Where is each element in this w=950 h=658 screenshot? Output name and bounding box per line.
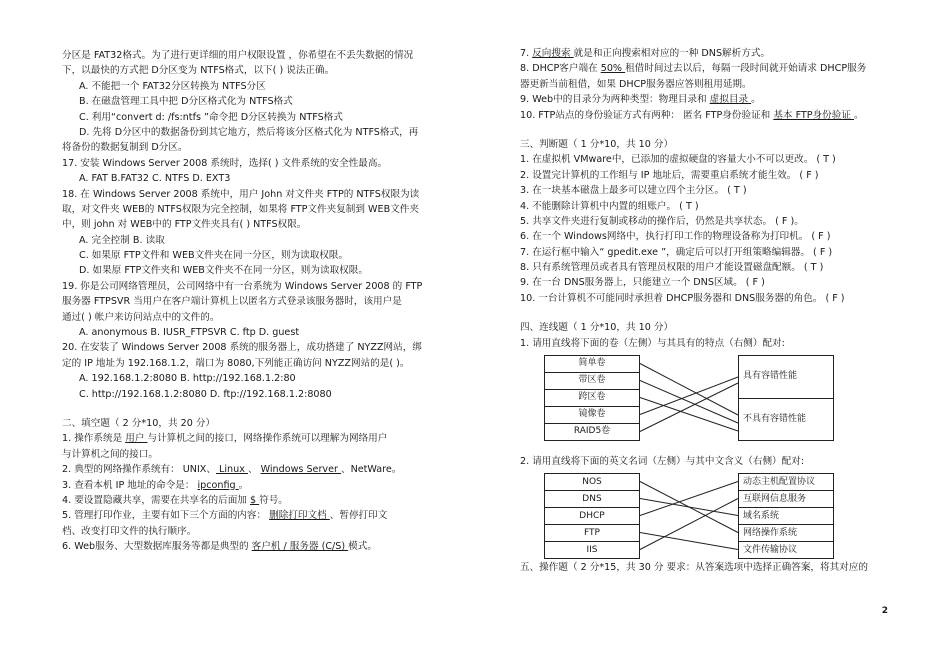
fill-text: 4. 要设置隐藏共享，需要在共享名的后面加 [62,494,250,506]
fill-text: 9. Web中的目录分为两种类型：物理目录和 [520,94,710,106]
matching-line [640,398,738,432]
question-line: D. 如果原 FTP文件夹和 WEB文件夹不在同一分区，则为读取权限。 [79,265,368,277]
judge-line: 3. 在一块基本磁盘上最多可以建立四个主分区。 ( T ) [520,185,747,197]
fill-line [62,539,442,554]
fill-line [62,462,442,477]
question-line: A. 不能把一个 FAT32分区转换为 NTFS分区 [79,80,266,92]
right-column [520,46,900,576]
fill-text: 10. FTP站点的身份验证方式有两种： 匿名 FTP身份验证和 [520,109,774,121]
question-line: C. 利用“convert d: /fs:ntfs ”命令把 D分区转换为 NTFS格式 [79,111,343,123]
fill-line [520,108,900,123]
question-line: A. anonymous B. IUSR_FTPSVR C. ftp D. guest [79,327,300,339]
fill-answer: $ [249,494,260,506]
fill-text: 。 [238,479,249,491]
fill-text: 器更新当前租借，如果 DHCP服务器应答则租用延期。 [520,78,752,90]
fill-lines-right [520,46,900,123]
meaning-cell: 域名系统 [738,507,834,525]
fill-line [62,508,442,523]
question-line: 取，对文件夹 WEB的 NTFS权限为完全控制，如果将 FTP文件夹复制到 WEB文件夹 [62,203,419,215]
fill-text: 符号。 [259,494,288,506]
question-line: A. 完全控制 B. 读取 [79,234,165,246]
fill-text: 。 [751,94,761,106]
fill-answer: 客户机 / 服务器 (C/S) [251,541,349,553]
fill-line [62,524,442,539]
judge-section-title: 三、判断题（ 1 分*10，共 10 分） [520,138,674,150]
judge-line: 6. 在一个 Windows网络中，执行打印工作的物理设备称为打印机。 ( F ) [520,231,831,243]
matching-lines [544,355,834,445]
feature-cell: 具有容错性能 [738,355,834,399]
fill-answer: 用户 [125,433,148,445]
fill-text: 租借时间过去以后，每隔一段时间就开始请求 DHCP服务 [625,63,867,75]
fill-answer: 50% [600,63,626,75]
judge-line: 4. 不能删除计算机中内置的组账户。 ( T ) [520,200,699,212]
questions-16-20 [62,48,442,402]
fill-line [520,61,900,76]
question-line: 19. 你是公司网络管理员，公司网络中有一台系统为 Windows Server 2008 的 FTP [62,280,423,292]
matching-lines [544,473,834,563]
matching-line [640,482,738,516]
question-line: 18. 在 Windows Server 2008 系统中，用户 John 对文件夹 FTP的 NTFS权限为读 [62,188,420,200]
question-line: 20. 在安装了 Windows Server 2008 系统的服务器上，成功搭建了 NYZZ网站，绑 [62,342,422,354]
term-cell: FTP [544,524,640,542]
matching-line [640,533,738,550]
question-line: D. 先将 D分区中的数据备份到其它地方，然后将该分区格式化为 NTFS格式，再 [79,126,419,138]
fill-section-title: 二、填空题（ 2 分*10，共 20 分） [62,417,216,429]
fill-answer: 虚拟目录 [709,94,752,106]
matching-line [640,377,738,415]
fill-text: 模式。 [348,541,377,553]
question-line: 通过( ) 帐户来访问站点中的文件的。 [62,311,220,323]
fill-text: 6. Web服务、大型数据库服务等都是典型的 [62,541,252,553]
fill-text: 、NetWare。 [340,464,402,476]
judge-line: 2. 设置完计算机的工作组与 IP 地址后，需要重启系统才能生效。 ( F ) [520,169,819,181]
volume-type-cell: 带区卷 [544,372,640,390]
fill-line [62,493,442,508]
question-line: 服务器 FTPSVR 当用户在客户端计算机上以匿名方式登录该服务器时，该用户是 [62,296,402,308]
fill-line [62,447,442,462]
volume-type-cell: 镜像卷 [544,406,640,424]
page-number: 2 [881,606,888,616]
fill-answer: 反向搜索 [532,48,574,59]
question-line: C. http://192.168.1.2:8080 D. ftp://192.168.1.2:8080 [79,388,332,400]
link-section-title: 四、连线题（ 1 分*10，共 10 分） [520,322,674,334]
operation-section-title: 五、操作题（ 2 分*15，共 30 分 要求：从答案选项中选择正确答案，将其对应的 [520,562,868,574]
fill-line [520,92,900,107]
judge-line: 10. 一台计算机不可能同时承担着 DHCP服务器和 DNS服务器的角色。 ( F ) [520,292,845,304]
fill-text: 2. 典型的网络操作系统有： UNIX、 [62,464,216,476]
link-question-1: 1. 请用直线将下面的卷（左侧）与其具有的特点（右侧）配对: [520,337,785,349]
meaning-cell: 文件传输协议 [738,541,834,559]
fill-text: 与计算机之间的接口，网络操作系统可以理解为网络用户 [147,433,388,445]
question-line: A. 192.168.1.2:8080 B. http://192.168.1.2:80 [79,373,296,385]
fill-answer: 基本 FTP身份验证 [773,109,854,121]
judge-line: 7. 在运行框中输入“ gpedit.exe ”，确定后可以打开组策略编辑器。 ( F ) [520,246,833,258]
term-cell: IIS [544,541,640,559]
meaning-cell: 互联网信息服务 [738,490,834,508]
fill-text: 与计算机之间的接口。 [62,448,158,460]
fill-answer: Windows Server [260,464,341,476]
question-line: A. FAT B.FAT32 C. NTFS D. EXT3 [79,173,231,185]
volume-type-cell: 简单卷 [544,355,640,373]
question-line: 17. 安装 Windows Server 2008 系统时，选择( ) 文件系统的安全性最高。 [62,157,388,169]
judge-line: 5. 共享文件夹进行复制或移动的操作后，仍然是共享状态。 ( F )。 [520,215,804,227]
judge-line: 1. 在虚拟机 VMware中，已添加的虚拟硬盘的容量大小不可以更改。 ( T ) [520,154,836,166]
fill-text: 。 [854,109,864,121]
judge-line: 8. 只有系统管理员或者具有管理员权限的用户才能设置磁盘配额。 ( T ) [520,262,824,274]
term-cell: DHCP [544,507,640,525]
question-line: C. 如果原 FTP文件和 WEB文件夹在同一分区，则为读取权限。 [79,250,349,262]
fill-line [62,431,442,446]
judge-line: 9. 在一台 DNS服务器上，只能建立一个 DNS区域。 ( F ) [520,277,765,289]
fill-answer: 删除打印文档 [269,510,330,522]
matching-line [640,499,738,516]
feature-cell: 不具有容错性能 [738,398,834,442]
term-cell: DNS [544,490,640,508]
fill-line [520,46,900,61]
volume-type-cell: 跨区卷 [544,389,640,407]
fill-text: 8. DHCP客户端在 [520,63,601,75]
question-line: 定的 IP 地址为 192.168.1.2，端口为 8080,下列能正确访问 NYZZ网站的是( )。 [62,357,410,369]
judge-lines [520,152,900,306]
fill-text: 1. 操作系统是 [62,433,126,445]
fill-lines-left [62,431,442,554]
link-table-2 [544,473,900,558]
matching-line [640,381,738,424]
link-table-1 [544,355,900,440]
meaning-cell: 动态主机配置协议 [738,473,834,491]
fill-line [520,77,900,92]
term-cell: NOS [544,473,640,491]
question-line: 下，以最快的方式把 D分区变为 NTFS格式，以下( ) 说法正确。 [62,65,335,77]
link-question-2: 2. 请用直线将下面的英文名词（左侧）与其中文含义（右侧）配对: [520,456,805,468]
fill-text: 5. 管理打印作业，主要有如下三个方面的内容： [62,510,270,522]
question-line: 中，则 john 对 WEB中的 FTP文件夹具有( ) NTFS权限。 [62,219,307,231]
question-line: B. 在磁盘管理工具中把 D分区格式化为 NTFS格式 [79,96,293,108]
fill-line [62,478,442,493]
question-line: 分区是 FAT32格式。为了进行更详细的用户权限设置 ，你希望在不丢失数据的情况 [62,50,414,61]
fill-text: 3. 查看本机 IP 地址的命令是： [62,479,198,491]
fill-text: 就是和正向搜索相对应的一种 DNS解析方式。 [573,48,771,59]
fill-text: 、 [247,464,261,476]
question-line: 将备份的数据复制到 D分区。 [62,142,188,154]
fill-answer: Linux [215,464,248,476]
volume-type-cell: RAID5卷 [544,423,640,441]
meaning-cell: 网络操作系统 [738,524,834,542]
left-column [62,48,442,555]
fill-text: 、暂停打印文 [329,510,388,522]
matching-line [640,499,738,550]
fill-text: 档、改变打印文件的执行顺序。 [62,525,197,537]
fill-answer: ipconfig [197,479,239,491]
fill-text: 7. [520,48,533,59]
